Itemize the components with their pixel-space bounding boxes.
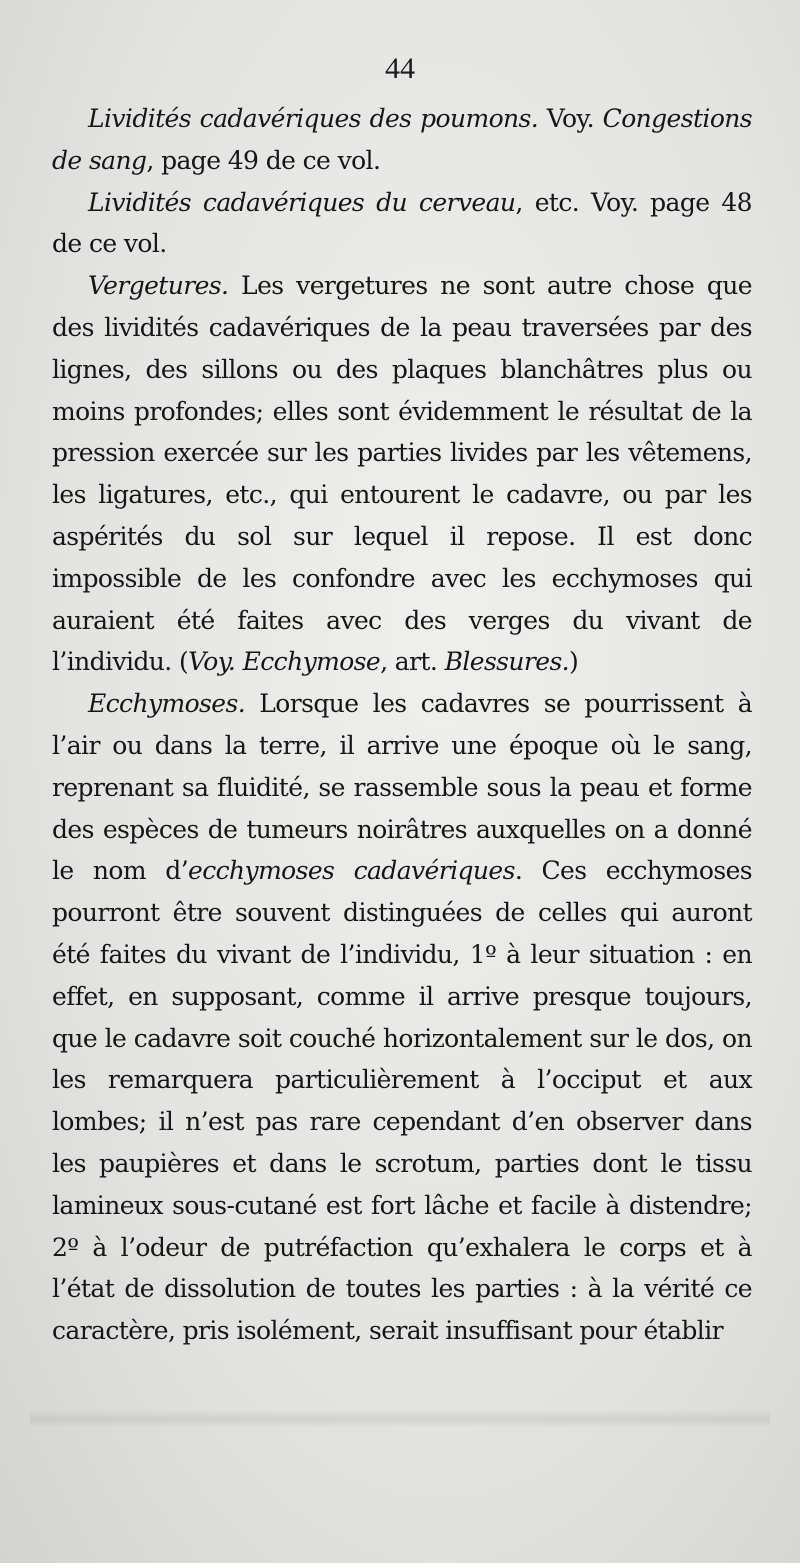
term-heading: Ecchymoses. xyxy=(88,689,246,719)
paragraph-lividites-poumons: Lividités cadavériques des poumons. Voy. Congestions de sang, page 49 de ce vol. xyxy=(52,104,753,175)
body-text xyxy=(52,98,752,1352)
term-heading: Vergetures. xyxy=(88,271,229,301)
show-through-bleed xyxy=(30,1410,770,1428)
term-heading: Lividités cadavériques des poumons. xyxy=(88,104,539,133)
paragraph-vergetures: Vergetures. Les vergetures ne sont autre chose que des lividités cadavériques de la peau traversées par des lignes, des sillons ou des plaques blanchâtres plus ou moins profondes; elles sont évidemment le résultat de la pression exercée sur les parties livides par les vêtemens, les ligatures, etc., qui entourent le cadavre, ou par les aspérités du sol sur lequel il repose. Il est donc impossible de les confondre avec les ecchymoses qui auraient été faites avec des verges du vivant de l’individu. (Voy. Ecchymose, art. Blessures.) xyxy=(52,271,752,677)
page-number: 44 xyxy=(385,52,415,85)
paragraph-lividites-cerveau: Lividités cadavériques du cerveau, etc. Voy. page 48 de ce vol. xyxy=(52,187,752,259)
paragraph-ecchymoses: Ecchymoses. Lorsque les cadavres se pourrissent à l’air ou dans la terre, il arrive une époque où le sang, reprenant sa fluidité, se rassemble sous la peau et forme des espèces de tumeurs noirâtres auxquelles on a donné le nom d’ecchymoses cadavériques. Ces ecchymoses pourront être souvent distinguées de celles qui auront été faites du vivant de l’individu, 1º à leur situation : en effet, en supposant, comme il arrive presque toujours, que le cadavre soit couché horizontalement sur le dos, on les remarquera particulièrement à l’occiput et aux lombes; il n’est pas rare cependant d’en observer dans les paupières et dans le scrotum, parties dont le tissu lamineux sous-cutané est fort lâche et facile à distendre; 2º à l’odeur de putréfaction qu’exhalera le corps et à l’état de dissolution de toutes les parties : à la vérité ce caractère, pris isolément, serait insuffisant pour établir xyxy=(52,689,752,1346)
term-heading: Lividités cadavériques du cerveau xyxy=(88,187,516,217)
